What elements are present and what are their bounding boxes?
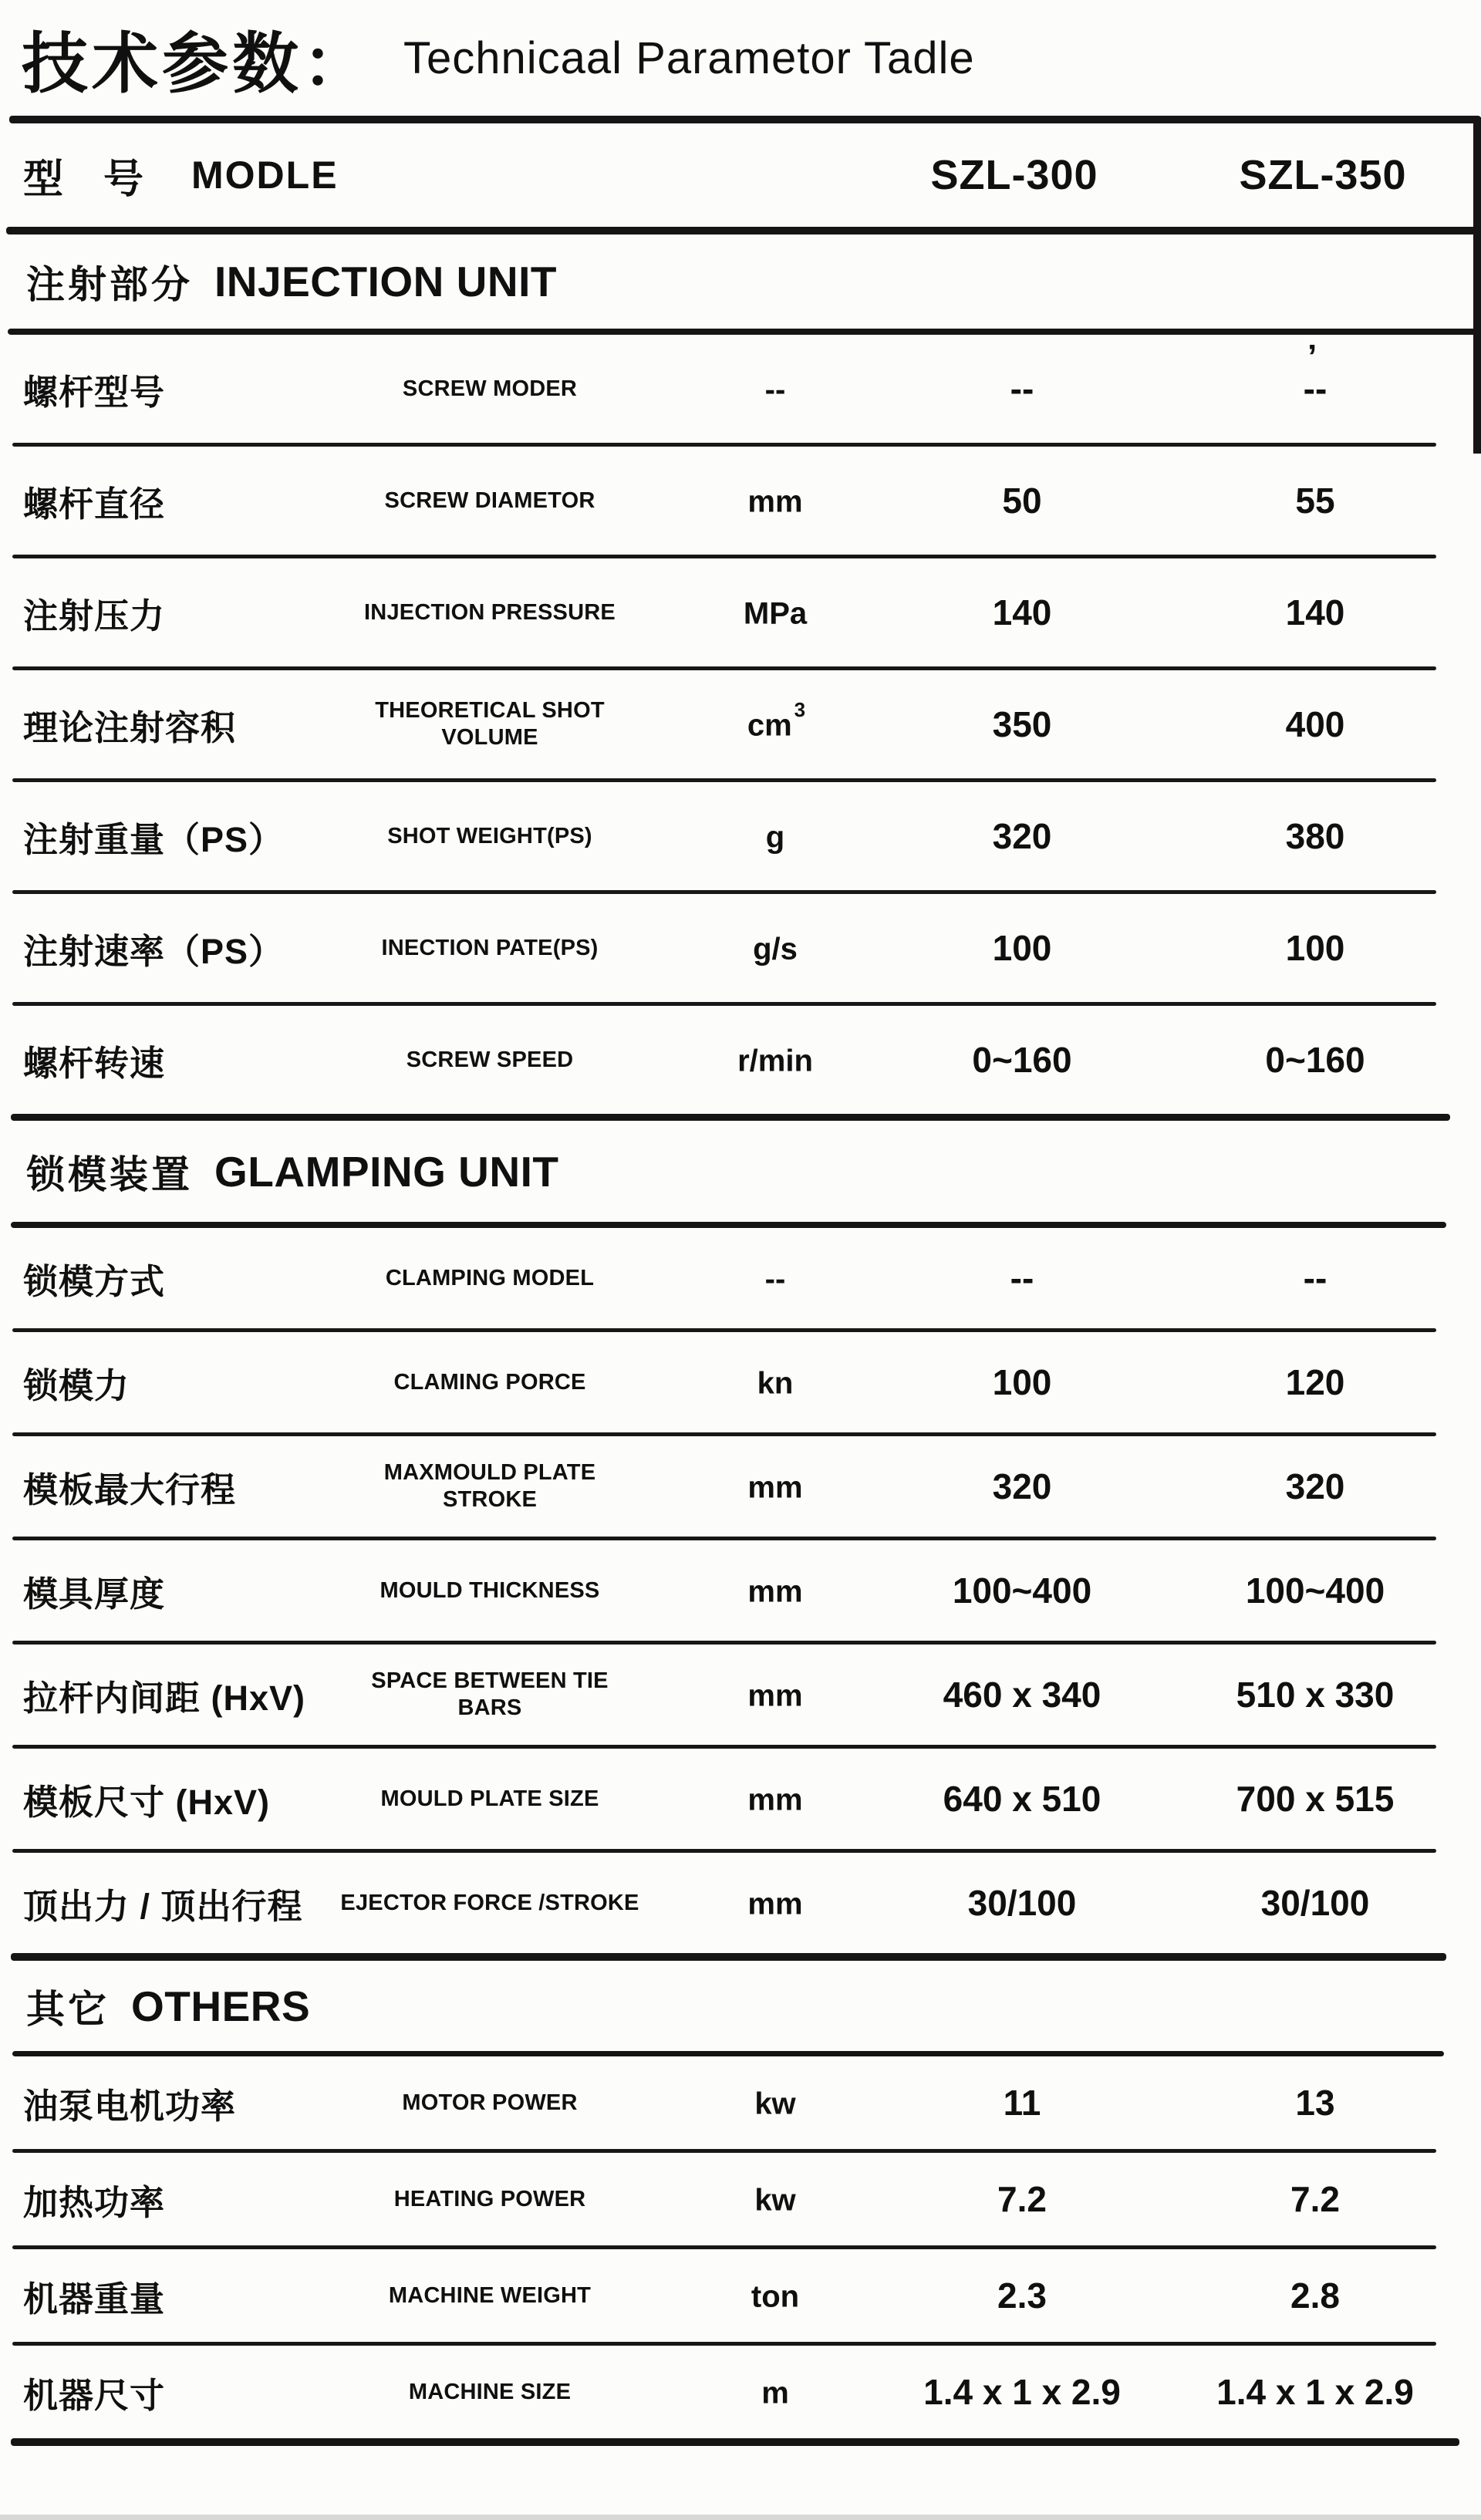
unit-cell [656,697,895,743]
row-label-en [324,1890,656,1917]
table-row [0,558,1481,666]
row-label-en [324,376,656,403]
table-row [0,1853,1481,1953]
value-szl350: 700 x 515 [1236,1779,1395,1819]
row-label-en [324,697,656,751]
value-szl300: 0~160 [972,1040,1072,1080]
row-label-en-line1: MOULD PLATE SIZE [380,1786,599,1811]
unit-cell [656,1041,895,1078]
value-szl300: 320 [992,1466,1052,1506]
row-label-zh: 注射压力 [23,595,166,636]
unit-cell [656,1676,895,1713]
row-label-en-line1: MOULD THICKNESS [380,1577,600,1603]
unit-text: -- [764,373,786,407]
value-szl300: 100 [992,1362,1052,1402]
row-label-zh: 拉杆内间距 (HxV) [23,1678,306,1718]
table-row [0,670,1481,778]
section-title-en: GLAMPING UNIT [214,1147,559,1196]
table-row [0,894,1481,1002]
page-title-zh: 技术参数： [22,27,373,101]
row-label-zh: 油泵电机功率 [23,2086,237,2126]
row-label-en-line1: SPACE BETWEEN TIE [371,1668,609,1693]
section-header-others [0,1961,1481,2051]
row-label-zh: 注射重量（PS） [23,819,285,859]
separator-section-others [12,2051,1444,2056]
row-label-zh: 模板尺寸 (HxV) [23,1782,271,1822]
value-szl300: 140 [992,592,1052,633]
value-szl350: -- [1303,1258,1328,1298]
row-label-en [324,1265,656,1292]
clamping-unit-rows [0,1228,1481,1953]
unit-cell [656,2181,895,2218]
table-row [0,2153,1481,2245]
value-szl350: 2.8 [1290,2275,1340,2316]
row-label-en [324,935,656,962]
row-label-en-line1: SCREW DIAMETOR [384,487,595,513]
unit-text: kn [757,1366,794,1401]
value-szl350: 120 [1285,1362,1345,1402]
unit-text: mm [747,1887,803,1921]
row-label-zh: 螺杆转速 [23,1043,166,1083]
row-label-en [324,599,656,626]
row-label-en [324,2090,656,2117]
section-header-clamping-unit [0,1121,1481,1222]
value-szl300: 11 [1003,2083,1041,2123]
row-label-en [324,1047,656,1074]
unit-text: mm [747,1783,803,1817]
value-szl300: 320 [992,816,1052,856]
value-szl300: 50 [1002,481,1042,521]
row-label-zh: 机器重量 [23,2279,166,2319]
model-value-szl300: SZL-300 [930,152,1098,198]
table-row [0,782,1481,890]
bottom-scan-strip [0,2515,1481,2520]
unit-cell [656,370,895,407]
row-label-en [324,2186,656,2213]
row-label-en [324,1786,656,1813]
others-rows [0,2056,1481,2438]
unit-cell [656,1572,895,1609]
value-szl300: 100 [992,928,1052,968]
row-label-zh: 锁模方式 [23,1261,166,1301]
unit-cell [656,2084,895,2121]
value-szl350: 1.4 x 1 x 2.9 [1216,2372,1414,2412]
row-label-en-line1: MACHINE WEIGHT [388,2282,592,2308]
separator-section-injection [8,329,1481,335]
row-label-en-line2: BARS [457,1695,522,1720]
unit-text: m [761,2376,789,2410]
value-szl350: -- [1303,369,1328,409]
row-label-en-line1: CLAMPING MODEL [385,1265,595,1290]
value-szl300: 100~400 [952,1570,1092,1611]
value-szl350: 30/100 [1260,1883,1370,1923]
value-szl350: 320 [1285,1466,1345,1506]
value-szl300: -- [1010,369,1034,409]
unit-text: kw [754,2087,796,2121]
row-label-zh: 螺杆直径 [23,484,166,524]
unit-text: mm [747,484,803,519]
value-szl350: 7.2 [1290,2179,1340,2219]
separator-model [6,227,1481,234]
right-edge-border [1473,117,1481,454]
row-label-zh: 螺杆型号 [23,372,166,412]
row-label-en-line1: CLAMING PORCE [393,1369,586,1395]
model-value-szl350: SZL-350 [1239,152,1407,198]
table-row [0,2249,1481,2342]
unit-cell [656,818,895,855]
row-label-en [324,1668,656,1722]
row-label-en-line1: HEATING POWER [393,2186,586,2211]
row-label-en [324,823,656,850]
section-title-zh: 其它 [26,1987,110,2031]
value-szl350: 0~160 [1265,1040,1365,1080]
unit-text: g/s [753,932,798,967]
table-row [0,1749,1481,1849]
row-label-en-line1: INJECTION PRESSURE [364,599,616,625]
value-szl300: 2.3 [997,2275,1047,2316]
unit-text: g [765,820,785,855]
unit-text: -- [764,1262,786,1297]
section-title-en: OTHERS [131,1982,311,2030]
row-label-en [324,1459,656,1513]
unit-text: mm [747,1678,803,1713]
row-label-en [324,487,656,514]
unit-text: r/min [737,1044,813,1078]
row-label-en-line2: STROKE [442,1487,538,1512]
value-szl350: 400 [1285,704,1345,744]
table-row [0,1645,1481,1745]
separator-section-clamping [11,1222,1446,1228]
unit-cell [656,1260,895,1297]
unit-cell [656,929,895,967]
unit-text: kw [754,2183,796,2218]
row-label-zh: 机器尺寸 [23,2375,166,2415]
value-szl300: 640 x 510 [943,1779,1101,1819]
unit-cell [656,594,895,631]
model-label-zh: 型 号 [23,157,144,202]
model-label [0,147,864,204]
section-title-en: INJECTION UNIT [214,258,557,305]
row-label-en-line1: MAXMOULD PLATE [383,1460,596,1485]
unit-cell [656,482,895,519]
value-szl350: 140 [1285,592,1345,633]
model-row [0,123,1481,227]
section-header-injection-unit [0,234,1481,329]
unit-superscript: 3 [794,697,806,721]
table-row [0,447,1481,555]
unit-cell [656,1780,895,1817]
unit-cell [656,1884,895,1921]
row-label-en-line1: INECTION PATE(PS) [381,935,599,960]
value-szl300: 30/100 [967,1883,1077,1923]
table-row [0,1540,1481,1641]
unit-cell [656,1364,895,1401]
table-row [0,1332,1481,1432]
page-title-en: Technicaal Parametor Tadle [403,32,975,83]
unit-cell [656,2277,895,2314]
row-label-en [324,2282,656,2309]
row-label-en-line2: VOLUME [441,725,538,750]
table-row [0,1228,1481,1328]
unit-cell [656,2373,895,2410]
value-szl300: 350 [992,704,1052,744]
value-szl300: 1.4 x 1 x 2.9 [923,2372,1121,2412]
injection-unit-rows [0,335,1481,1114]
scan-artifact-mark: ’ [1307,338,1317,376]
row-label-en-line1: SCREW SPEED [406,1047,574,1072]
unit-text: MPa [743,596,808,631]
unit-text: cm [747,708,792,743]
unit-text: mm [747,1574,803,1609]
model-label-en: MODLE [191,153,339,197]
unit-text: mm [747,1470,803,1505]
row-label-en-line1: SHOT WEIGHT(PS) [387,823,592,848]
row-label-zh: 注射速率（PS） [23,931,285,971]
row-label-zh: 模具厚度 [23,1574,166,1614]
value-szl350: 380 [1285,816,1345,856]
unit-text: ton [751,2279,800,2314]
value-szl300: 7.2 [997,2179,1047,2219]
value-szl300: 460 x 340 [943,1675,1101,1715]
table-row [0,335,1481,443]
unit-cell [656,1468,895,1505]
separator-bottom [11,2438,1459,2446]
value-szl350: 100 [1285,928,1345,968]
row-label-zh: 理论注射容积 [23,707,237,747]
value-szl350: 510 x 330 [1236,1675,1395,1715]
table-row [0,1006,1481,1114]
section-title-zh: 锁模装置 [26,1152,193,1196]
row-label-en-line1: MOTOR POWER [402,2090,578,2115]
table-row [0,2346,1481,2438]
table-row [0,1436,1481,1537]
value-szl350: 55 [1295,481,1335,521]
value-szl350: 13 [1295,2083,1335,2123]
row-label-en [324,2379,656,2406]
row-label-zh: 模板最大行程 [23,1469,237,1510]
separator-before-clamping [11,1114,1450,1121]
separator-before-others [11,1953,1446,1961]
separator-title [9,116,1481,123]
row-label-zh: 加热功率 [23,2182,166,2222]
value-szl350: 100~400 [1245,1570,1385,1611]
row-label-zh: 锁模力 [23,1365,130,1405]
row-label-en-line1: MACHINE SIZE [408,2379,572,2404]
row-label-zh: 顶出力 / 顶出行程 [23,1886,303,1926]
page-title [0,0,1481,116]
table-row [0,2056,1481,2149]
section-title-zh: 注射部分 [26,263,193,306]
row-label-en [324,1577,656,1604]
value-szl300: -- [1010,1258,1034,1298]
row-label-en-line1: THEORETICAL SHOT [375,698,605,723]
row-label-en [324,1369,656,1396]
row-label-en-line1: EJECTOR FORCE /STROKE [340,1890,639,1915]
row-label-en-line1: SCREW MODER [402,376,578,401]
